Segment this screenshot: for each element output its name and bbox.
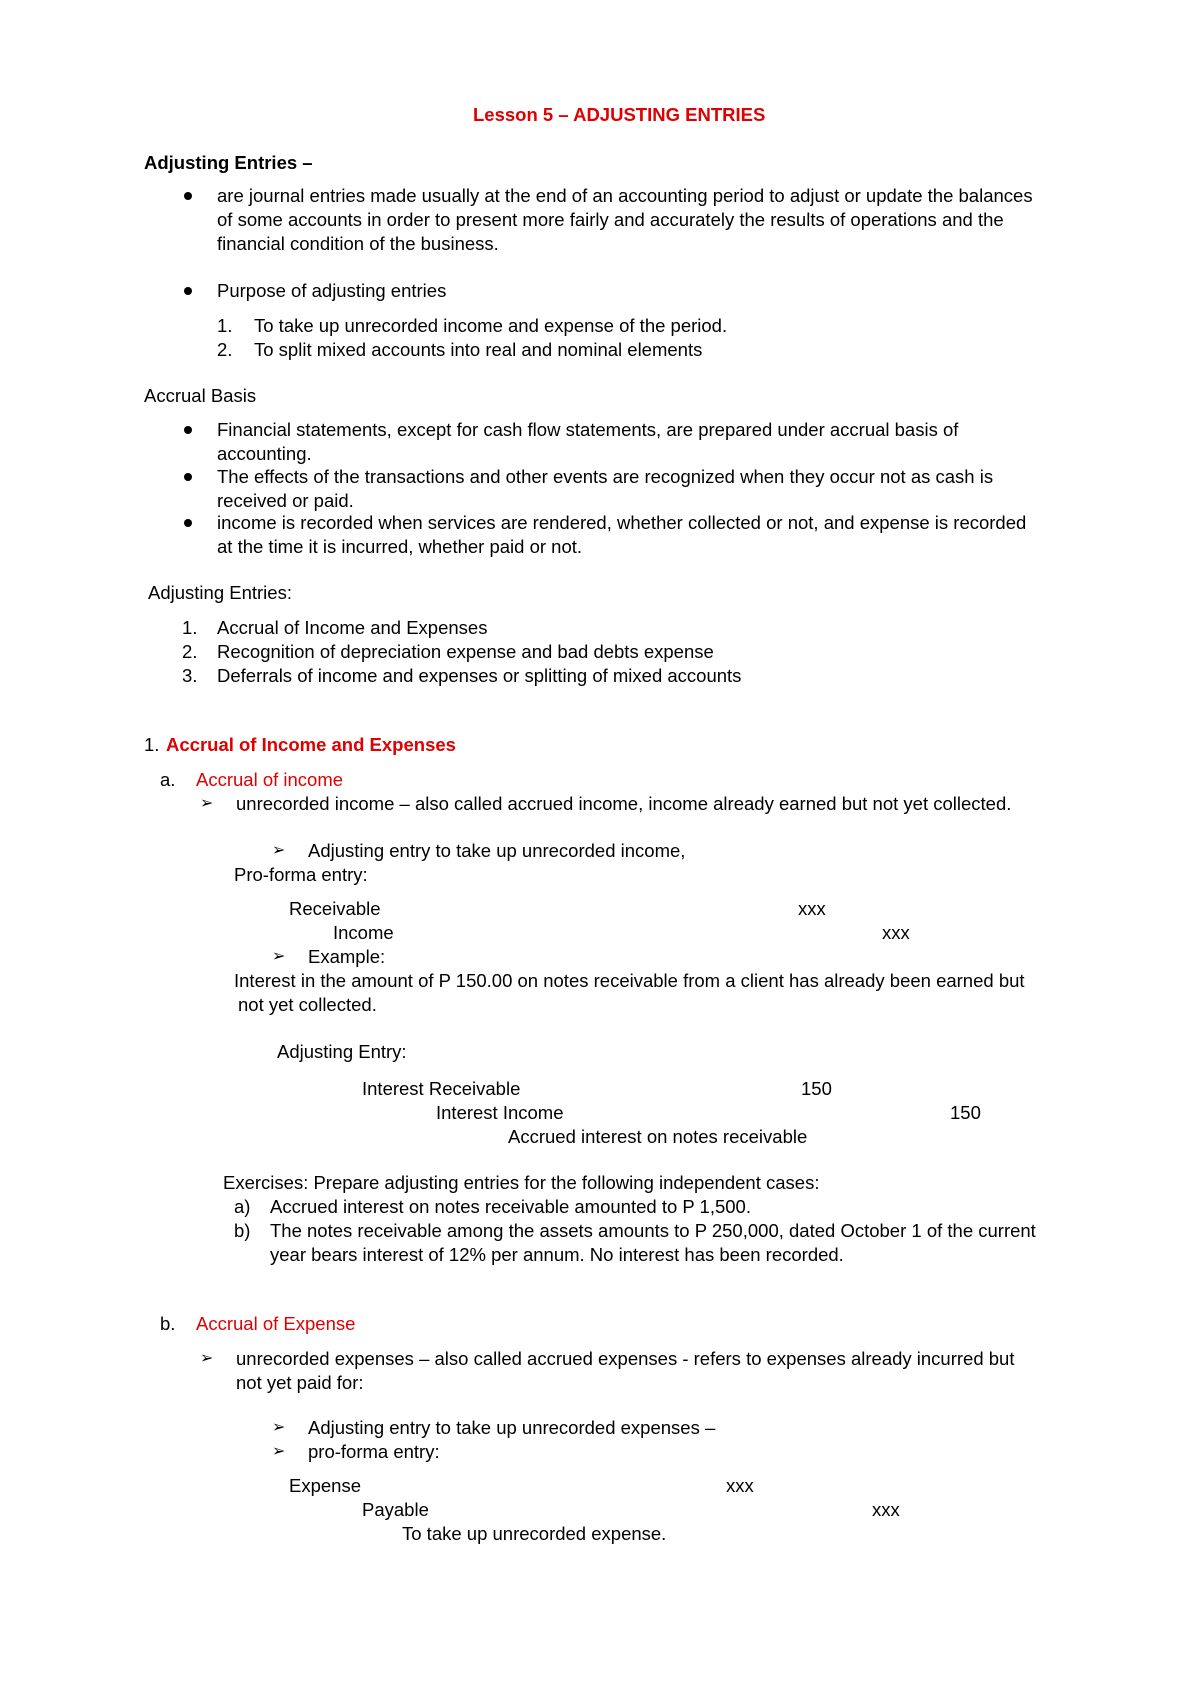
- proforma-label: Pro-forma entry:: [234, 864, 368, 885]
- adjusting-entry-note: Adjusting entry to take up unrecorded income,: [308, 840, 686, 861]
- exercise-label: a): [234, 1196, 251, 1217]
- journal-debit-account: Receivable: [289, 898, 381, 919]
- example-label: Example:: [308, 946, 386, 967]
- section1-num: 1.: [144, 734, 160, 755]
- bullet-icon: [184, 192, 192, 200]
- accrual-basis-heading: Accrual Basis: [144, 385, 257, 406]
- accrual-basis-text: The effects of the transactions and other events are recognized when they occur not as cash is: [217, 466, 994, 487]
- journal-credit-amount: 150: [950, 1102, 981, 1123]
- arrow-bullet-icon: ➢: [272, 948, 286, 965]
- journal-credit-account: Income: [333, 922, 394, 943]
- exercise-label: b): [234, 1220, 251, 1241]
- purpose-num: 2.: [217, 339, 233, 360]
- accrual-basis-text: received or paid.: [217, 490, 354, 511]
- definition-text-line: financial condition of the business.: [217, 233, 499, 254]
- page-title: Lesson 5 – ADJUSTING ENTRIES: [473, 104, 766, 125]
- journal-debit-amount: xxx: [726, 1475, 754, 1496]
- purpose-item: To take up unrecorded income and expense of the period.: [254, 315, 728, 336]
- types-item: Recognition of depreciation expense and bad debts expense: [217, 641, 714, 662]
- journal-debit-account: Interest Receivable: [362, 1078, 521, 1099]
- accrual-basis-text: at the time it is incurred, whether paid or not.: [217, 536, 583, 557]
- adjusting-entry-label: Adjusting Entry:: [277, 1041, 407, 1062]
- accrued-expense-desc: unrecorded expenses – also called accrued expenses - refers to expenses already incurred but: [236, 1348, 1015, 1369]
- journal-memo: Accrued interest on notes receivable: [508, 1126, 808, 1147]
- exercises-intro: Exercises: Prepare adjusting entries for the following independent cases:: [223, 1172, 820, 1193]
- accrual-basis-text: Financial statements, except for cash flow statements, are prepared under accrual basis of: [217, 419, 959, 440]
- journal-credit-amount: xxx: [882, 922, 910, 943]
- arrow-bullet-icon: ➢: [272, 1443, 286, 1460]
- accrual-basis-text: accounting.: [217, 443, 312, 464]
- journal-debit-account: Expense: [289, 1475, 361, 1496]
- journal-credit-amount: xxx: [872, 1499, 900, 1520]
- definition-heading: Adjusting Entries –: [144, 152, 313, 173]
- arrow-bullet-icon: ➢: [200, 795, 214, 812]
- purpose-item: To split mixed accounts into real and nominal elements: [254, 339, 703, 360]
- types-item: Accrual of Income and Expenses: [217, 617, 488, 638]
- types-heading: Adjusting Entries:: [148, 582, 292, 603]
- types-num: 3.: [182, 665, 198, 686]
- accrued-income-desc: unrecorded income – also called accrued income, income already earned but not yet collected.: [236, 793, 1012, 814]
- journal-credit-account: Interest Income: [436, 1102, 564, 1123]
- bullet-icon: [184, 519, 192, 527]
- subsection-b-label: b.: [160, 1313, 176, 1334]
- proforma-label: pro-forma entry:: [308, 1441, 440, 1462]
- example-text: not yet collected.: [238, 994, 377, 1015]
- accrued-expense-desc: not yet paid for:: [236, 1372, 364, 1393]
- types-num: 1.: [182, 617, 198, 638]
- bullet-icon: [184, 287, 192, 295]
- adjusting-entry-note: Adjusting entry to take up unrecorded expenses –: [308, 1417, 716, 1438]
- subsection-a-label: a.: [160, 769, 176, 790]
- arrow-bullet-icon: ➢: [200, 1350, 214, 1367]
- bullet-icon: [184, 426, 192, 434]
- subsection-b-title: Accrual of Expense: [196, 1313, 356, 1334]
- subsection-a-title: Accrual of income: [196, 769, 344, 790]
- accrual-basis-text: income is recorded when services are rendered, whether collected or not, and expense is recorded: [217, 512, 1027, 533]
- exercise-text: Accrued interest on notes receivable amounted to P 1,500.: [270, 1196, 751, 1217]
- exercise-text: year bears interest of 12% per annum. No interest has been recorded.: [270, 1244, 844, 1265]
- journal-debit-amount: 150: [801, 1078, 832, 1099]
- purpose-num: 1.: [217, 315, 233, 336]
- example-text: Interest in the amount of P 150.00 on notes receivable from a client has already been earned but: [234, 970, 1025, 991]
- exercise-text: The notes receivable among the assets amounts to P 250,000, dated October 1 of the current: [270, 1220, 1036, 1241]
- section1-title: Accrual of Income and Expenses: [166, 734, 456, 755]
- journal-credit-account: Payable: [362, 1499, 429, 1520]
- types-item: Deferrals of income and expenses or splitting of mixed accounts: [217, 665, 742, 686]
- purpose-heading: Purpose of adjusting entries: [217, 280, 447, 301]
- journal-memo: To take up unrecorded expense.: [402, 1523, 667, 1544]
- definition-text-line: of some accounts in order to present more fairly and accurately the results of operations and the: [217, 209, 1004, 230]
- bullet-icon: [184, 473, 192, 481]
- arrow-bullet-icon: ➢: [272, 842, 286, 859]
- definition-text-line: are journal entries made usually at the end of an accounting period to adjust or update the balances: [217, 185, 1033, 206]
- journal-debit-amount: xxx: [798, 898, 826, 919]
- types-num: 2.: [182, 641, 198, 662]
- arrow-bullet-icon: ➢: [272, 1419, 286, 1436]
